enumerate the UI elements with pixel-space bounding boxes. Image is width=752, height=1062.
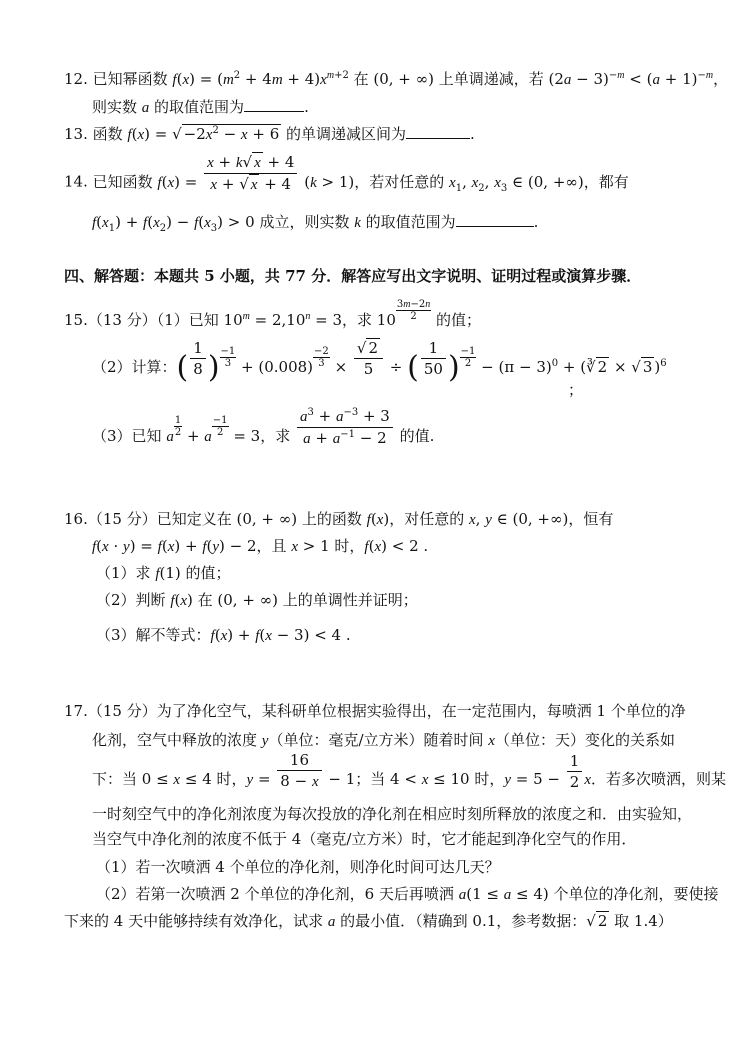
q15-part3 — [92, 407, 435, 449]
q17-text-5: 当空气中净化剂的浓度不低于 4（毫克/立方米）时，它才能起到净化空气的作用． — [92, 830, 637, 848]
q17-line3 — [92, 751, 727, 792]
q16-line2 — [92, 536, 428, 557]
q17-text-3: 下：当 0 ≤ x ≤ 4 时，y = $\frac{16}{8 - x}$ − 1；当 4 < x ≤ 10 时，y = 5 − $\frac{1}{2}$ x．若多次喷洒，则某 — [92, 751, 727, 791]
q17-line2 — [92, 730, 675, 751]
q17-p2b: 下来的 4 天中能够持续有效净化，试求 a 的最小值．（精确到 0.1，参考数据：√ 2 取 1.4） — [64, 912, 673, 930]
q17-part1: （1）若一次喷洒 4 个单位的净化剂，则净化时间可达几天？ — [96, 858, 500, 876]
q16-score: （15 分） — [87, 510, 157, 528]
q17-text-2: 化剂，空气中释放的浓度 y（单位：毫克/立方米）随着时间 x（单位：天）变化的关系如 — [92, 731, 675, 749]
q12-text: 已知幂函数 $f(x) = (m^2 + 4m + 4)x^{m+2}$ 在 (0, + ∞) 上单调递减，若 $(2a - 3)^{-m} < (a + 1)^{-m}$， — [92, 70, 729, 88]
q12-question: 则实数 a 的取值范围为 — [92, 98, 245, 116]
q16-p1: （1）求 f(1) 的值； — [96, 564, 231, 582]
q16-part2 — [96, 590, 418, 611]
answer-blank — [244, 97, 304, 112]
q15-score: （13 分） — [87, 311, 157, 329]
q14-text: 已知函数 f(x) = $\frac{x + k√ x + 4}{x + √ x + 4}$ (k > 1)，若对任意的 $x_1$, $x_2$, $x_3$ ∈ (0, +∞)，都有 — [92, 153, 629, 194]
q14-question: $f(x_1) + f(x_2) - f(x_3) > 0$ 成立，则实数 k 的取值范围为 — [92, 213, 456, 234]
q15-part2 — [92, 339, 667, 385]
exam-page: 12. 已知幂函数 $f(x) = (m^2 + 4m + 4)x^{m+2}$ 在 (0, + ∞) 上单调递减，若 $(2a - 3)^{-m} < (a + 1)^{-m}$， 则实数 a 的取值范围为 . 13. 函数 f(x) = √ $-2x^2 - x + 6$ 的单调递减区间为 . 14. 已知函数 f(x) = $\frac{x + k√ x + 4}{x + √ x + 4}$ (k > 1)，若对任意的 $x_1$, $x_2$, $x_3$ ∈ (0, +∞)，都有 $f(x_1) + f(x_2) - f(x_3) > 0$ 成立，则实数 k 的取值范围为 . 四、解答题：本题共 5 小题，共 77 分．解答应写出文字说明、证明过程或演算步骤． 15.（13 分）（1）已知 $10^m = 2,10^n = 3$，求 10 $\frac{3m-2n}{2}$ 的值； （2）计算：( $\frac{1}{8}$ ) $\frac{-1}{3}$ + (0.008) $\frac{-2}{3}$ × $\frac{√ 2}{5}$ ÷ ( $\frac{1}{50}$ ) $\frac{-1}{2}$ − $(\pi - 3)^0$ + (∛ 2 × √ 3 )$^6$ ； （3）已知 a $\frac{1}{2}$ + a $\frac{-1}{2}$ = 3，求 $\frac{a^3 + a^{-3} + 3}{a + a^{-1} - 2}$ 的值. 16.（15 分）已知定义在 (0, + ∞) 上的函数 f(x)，对任意的 x, y ∈ (0, +∞)，恒有 f(x · y) = f(x) + f(y) − 2，且 x > 1 时，f(x) < 2 . （1）求 f(1) 的值； （2）判断 f(x) 在 (0, + ∞) 上的单调性并证明； （3）解不等式：f(x) + f(x − 3) < 4 . 17.（15 分）为了净化空气，某科研单位根据实验得出，在一定范围内，每喷洒 1 个单位的净 化剂，空气中释放的浓度 y（单位：毫克/立方米）随着时间 x（单位：天）变化的关系如 下：当 0 ≤ x ≤ 4 时，y = $\frac{16}{8 - x}$ − 1；当 4 < x ≤ 10 时，y = 5 − $\frac{1}{2}$ x．若多次喷洒，则某 一时刻空气中的净化剂浓度为每次投放的净化剂在相应时刻所释放的浓度之和．由实验知， 当空气中净化剂的浓度不低于 4（毫克/立方米）时，它才能起到净化空气的作用． （1）若一次喷洒 4 个单位的净化剂，则净化时间可达几天？ （2）若第一次喷洒 2 个单位的净化剂，6 天后再喷洒 a(1 ≤ a ≤ 4) 个单位的净化剂，要使接 下来的 4 天中能够持续有效净化，试求 a 的最小值．（精确到 0.1，参考数据：√ 2 取 1.4） — [64, 70, 729, 930]
section-heading: 四、解答题：本题共 5 小题，共 77 分．解答应写出文字说明、证明过程或演算步骤． — [64, 267, 642, 285]
q12-line2: 则实数 a 的取值范围为 . — [92, 98, 309, 116]
q17-text-1: 为了净化空气，某科研单位根据实验得出，在一定范围内，每喷洒 1 个单位的净 — [156, 702, 686, 720]
q16-p3: （3）解不等式：f(x) + f(x − 3) < 4 . — [96, 626, 351, 644]
q12-number: 12. — [64, 70, 88, 88]
q15-p3: （3）已知 a $\frac{1}{2}$ + a $\frac{-1}{2}$ = 3，求 $\frac{a^3 + a^{-3} + 3}{a + a^{-1} - 2}$ 的值. — [92, 407, 435, 447]
q15-number: 15. — [64, 311, 88, 329]
q17-line4: 一时刻空气中的净化剂浓度为每次投放的净化剂在相应时刻所释放的浓度之和．由实验知， — [92, 805, 693, 823]
q13-number: 13. — [64, 125, 88, 143]
q17-number: 17. — [64, 702, 88, 720]
answer-blank — [456, 212, 534, 227]
q16-number: 16. — [64, 510, 88, 528]
q13-text: 函数 f(x) = √ $-2x^2 - x + 6$ 的单调递减区间为 — [92, 125, 407, 143]
q14-number: 14. — [64, 172, 88, 191]
q14-line1 — [64, 153, 629, 195]
q16-line1 — [64, 509, 613, 530]
q17-line5 — [92, 829, 636, 849]
q17-p2a: （2）若第一次喷洒 2 个单位的净化剂，6 天后再喷洒 a(1 ≤ a ≤ 4) 个单位的净化剂，要使接 — [96, 885, 719, 903]
q15-p1: （1）已知 $10^m = 2,10^n = 3$，求 10 $\frac{3m-2n}{2}$ 的值； — [156, 299, 482, 329]
answer-blank — [406, 124, 470, 139]
q17-line1 — [64, 701, 686, 721]
q15-p2: （2）计算：( $\frac{1}{8}$ ) $\frac{-1}{3}$ + (0.008) $\frac{-2}{3}$ × $\frac{√ 2}{5}$ ÷ ( $\frac{1}{50}$ ) $\frac{-1}{2}$ − $(\pi - 3)^0$ + (∛ 2 × √ 3 )$^6$ — [92, 339, 667, 385]
q16-part1 — [96, 563, 231, 584]
q16-text: 已知定义在 (0, + ∞) 上的函数 f(x)，对任意的 x, y ∈ (0, +∞)，恒有 — [156, 510, 614, 528]
q17-score: （15 分） — [87, 702, 157, 720]
q17-part2a — [96, 884, 719, 905]
q16-condition: f(x · y) = f(x) + f(y) − 2，且 x > 1 时，f(x) < 2 . — [92, 537, 429, 555]
q12-line1 — [64, 69, 728, 90]
q13-line: 13. 函数 f(x) = √ $-2x^2 - x + 6$ 的单调递减区间为 . — [64, 125, 475, 143]
q15-part1 — [64, 299, 482, 330]
q16-p2: （2）判断 f(x) 在 (0, + ∞) 上的单调性并证明； — [96, 591, 418, 609]
q16-part3 — [96, 625, 351, 646]
q17-part2b — [64, 911, 673, 932]
q14-line2: $f(x_1) + f(x_2) - f(x_3) > 0$ 成立，则实数 k 的取值范围为 . — [92, 213, 539, 234]
